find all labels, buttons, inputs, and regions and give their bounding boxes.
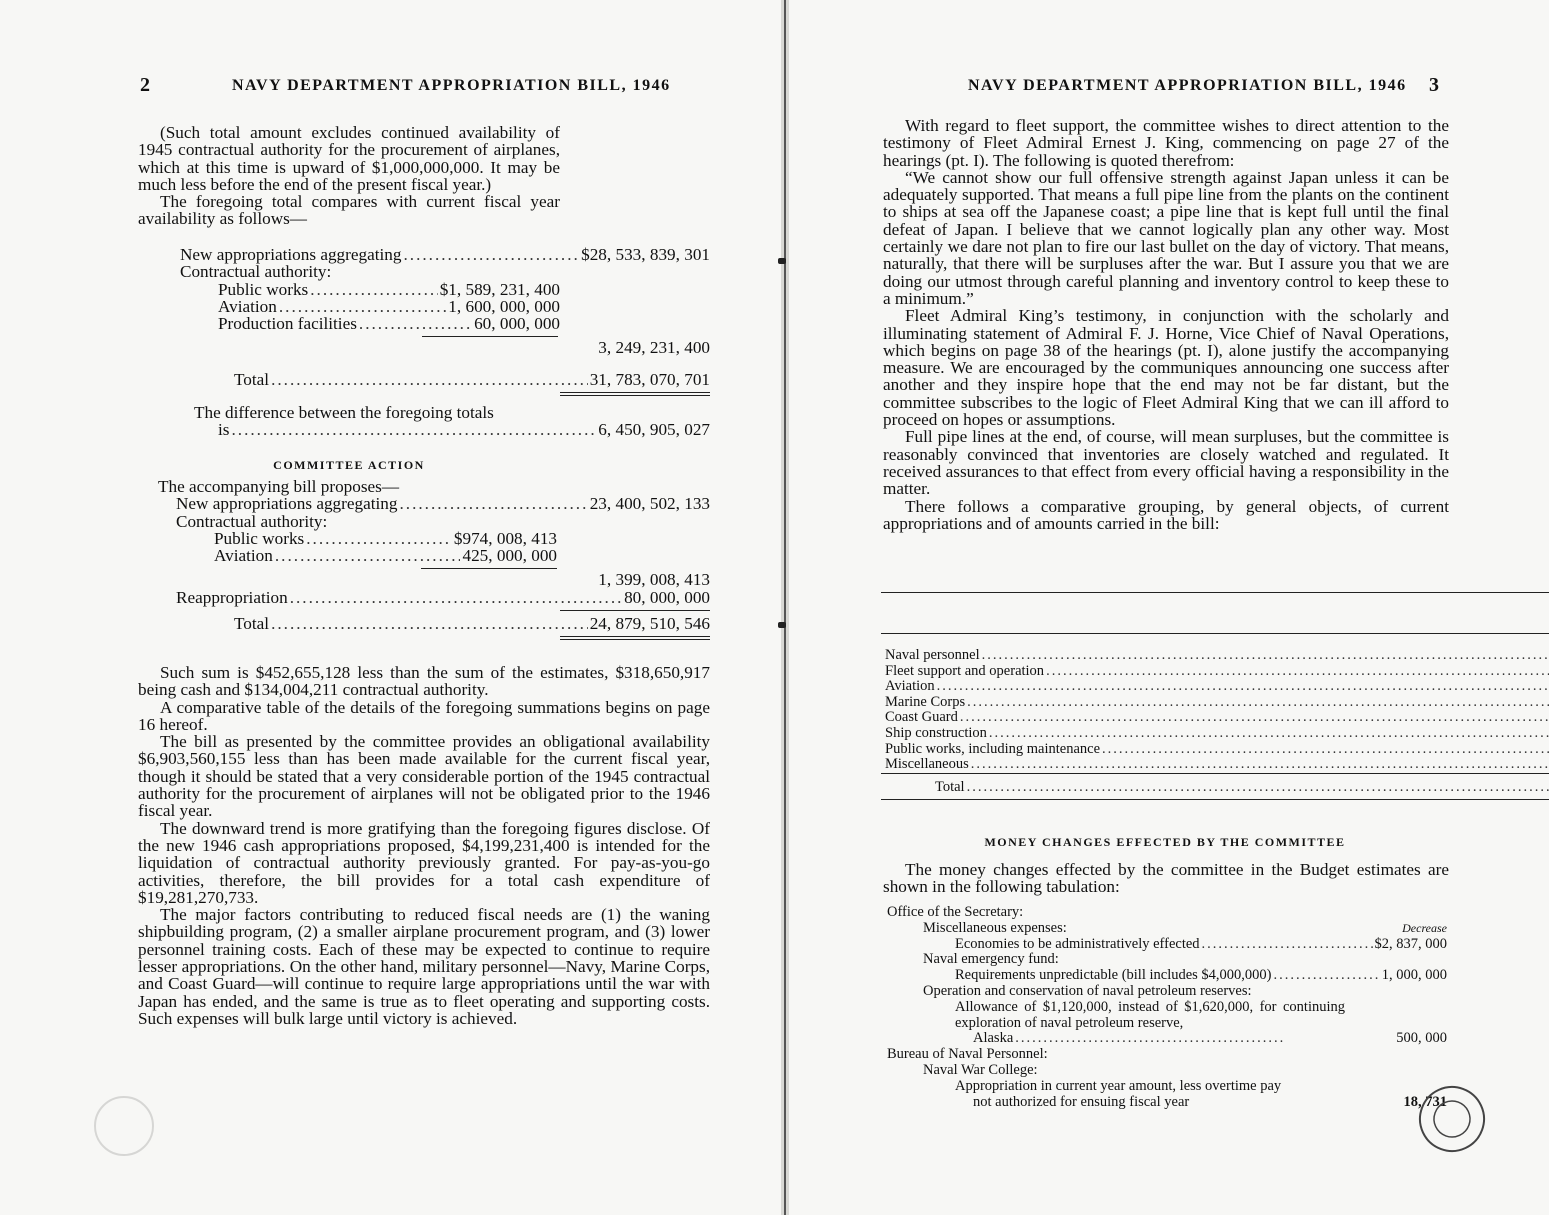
page-crease — [784, 0, 786, 1215]
bill-item-row: Public works ..... $974, 008, 413 — [138, 530, 557, 547]
current-contractual-sum: 3, 249, 231, 400 — [598, 338, 710, 358]
exclusion-paragraph: (Such total amount excludes continued availability of 1945 contractual authority for the procurement of airplanes, which at this time is upward of $1,000,000,000. It may be much less before the end of the present fiscal year.) — [138, 123, 560, 194]
table-row: Fleet support and operation ..... — [881, 664, 1549, 680]
subtotal-rule — [421, 568, 557, 569]
bureau-naval-personnel: Bureau of Naval Personnel: — [887, 1046, 1048, 1063]
proposes-label: The accompanying bill proposes— — [158, 476, 400, 496]
current-item-row: Production facilities ..... 60, 000, 000 — [138, 315, 560, 332]
right-page — [789, 0, 1549, 1215]
economies-row: Economies to be administratively effected ..... $2, 837, 000 — [887, 937, 1447, 953]
reappropriation-row: Reappropriation ..... 80, 000, 000 — [138, 589, 710, 606]
current-contractual-label: Contractual authority: — [180, 262, 332, 282]
compare-paragraph: The foregoing total compares with current fiscal year availability as follows— — [138, 192, 560, 229]
table-row: Aviation ..... — [881, 679, 1549, 695]
office-of-secretary: Office of the Secretary: — [887, 904, 1024, 920]
body-paragraph: Such sum is $452,655,128 less than the sum of the estimates, $318,650,917 being cash and $134,004,211 contractual authority. — [138, 663, 710, 700]
fleet-support-paragraph: With regard to fleet support, the committee wishes to direct attention to the testimony of Fleet Admiral Ernest J. King, commencing on page 27 of the hearings (pt. I). The following is quoted therefrom: — [883, 116, 1449, 170]
money-changes-heading: MONEY CHANGES EFFECTED BY THE COMMITTEE — [984, 835, 1346, 849]
left-column-top — [138, 124, 560, 228]
left-column-body — [138, 664, 710, 1027]
pipe-lines-paragraph: Full pipe lines at the end, of course, will mean surpluses, but the committee is reasonably convinced that inventories are closely watched and regulated. It received assurances to that effect from every official having a responsibility in the matter. — [883, 427, 1449, 499]
body-paragraph: The major factors contributing to reduced fiscal needs are (1) the waning shipbuilding program, (2) a smaller airplane procurement program, and (3) lower personnel training costs. Each of these may be expected to continue to require lesser appropriations. On the other hand, military personnel—Navy, Marine Corps, and Coast Guard—will continue to require large appropriations until the war with Japan has ended, and the same is true as to fleet operating and supporting costs. Such expenses will bulk large until victory is achieved. — [138, 905, 710, 1028]
table-row: Ship construction ..... — [881, 726, 1549, 742]
war-college-row: not authorized for ensuing fiscal year 18, 731 — [973, 1093, 1447, 1110]
body-paragraph: The downward trend is more gratifying than the foregoing figures disclose. Of the new 1946 cash appropriations proposed, $4,199,231,400 is intended for the liquidation of contractual authority previously granted. For pay-as-you-go activities, therefore, the bill provides for a total cash expenditure of $19,281,270,733. — [138, 818, 710, 907]
page-header: NAVY DEPARTMENT APPROPRIATION BILL, 1946 — [232, 77, 671, 94]
difference-label: The difference between the foregoing totals — [194, 403, 494, 423]
decrease-label: Decrease — [1402, 920, 1447, 935]
right-column-top — [883, 117, 1449, 532]
page-header: NAVY DEPARTMENT APPROPRIATION BILL, 1946 — [968, 77, 1407, 94]
current-new-approp-row: New appropriations aggregating ..... $28, 533, 839, 301 — [138, 246, 710, 263]
total-rule — [560, 392, 710, 393]
bill-contractual-label: Contractual authority: — [176, 511, 328, 531]
comparison-table — [881, 592, 1449, 800]
bill-new-approp-row: New appropriations aggregating ..... 23, 400, 502, 133 — [138, 495, 710, 512]
current-availability-block — [138, 246, 710, 640]
table-row: Coast Guard ..... — [881, 710, 1549, 726]
page-number: 3 — [1429, 74, 1439, 96]
bill-total-row: Total ..... 24, 879, 510, 546 — [138, 615, 710, 632]
table-row: Naval personnel ..... — [881, 648, 1549, 664]
subtotal-rule — [422, 336, 558, 337]
bill-item-row: Aviation ..... 425, 000, 000 — [138, 547, 557, 564]
table-row: Marine Corps ..... — [881, 695, 1549, 711]
page-number: 2 — [140, 74, 150, 96]
difference-row: is ..... 6, 450, 905, 027 — [138, 421, 710, 438]
body-paragraph: The bill as presented by the committee provides an obligational availability $6,903,560,155 less than has been made available for the current fiscal year, though it should be stated that a very considerable portion of the 1945 contractual authority for the procurement of airplanes will not be obligated prior to the 1946 fiscal year. — [138, 732, 710, 821]
current-item-row: Public works ..... $1, 589, 231, 400 — [138, 281, 560, 298]
body-paragraph: A comparative table of the details of the foregoing summations begins on page 16 hereof. — [138, 697, 710, 734]
money-changes-list: Office of the Secretary: Miscellaneous expenses: Decrease Economies to be administratively effected ..... $2, 837, 000 Naval emergency fund: Requirements unpredictable (bill includes $4,000,000) ..... 1, 000, 000 Operation and conservation of naval petroleum reserves: Allowance of $1,120,000, instead of $1,620,000, for continuing exploration of naval petroleum reserve, Alaska ..... 500, 000 Bureau of Naval Personnel: Naval War College: Appropriation in current year amount, less overtime pay not authorized for ensuing fiscal year 18, 731 — [887, 905, 1447, 1110]
grouping-paragraph: There follows a comparative grouping, by general objects, of current appropriations and of amounts carried in the bill: — [883, 496, 1449, 533]
current-total-row: Total ..... 31, 783, 070, 701 — [138, 371, 710, 388]
committee-action-heading: COMMITTEE ACTION — [273, 457, 425, 472]
bill-contractual-sum: 1, 399, 008, 413 — [598, 570, 710, 590]
table-row: Public works, including maintenance ..... — [881, 742, 1549, 758]
library-stamp-icon — [94, 1096, 154, 1156]
table-row: Miscellaneous ..... — [881, 757, 1549, 773]
horne-paragraph: Fleet Admiral King’s testimony, in conjunction with the scholarly and illuminating statement of Admiral F. J. Horne, Vice Chief of Naval Operations, which begins on page 38 of the hearings (pt. I), alone justify the accompanying measure. We are encouraged by the communiques announcing one success after another and they inspire hope that the end may not be far distant, but the committee subscribes to the logic of Fleet Admiral King that we can ill afford to proceed on hopes or assumptions. — [883, 306, 1449, 430]
king-quote: “We cannot show our full offensive strength against Japan unless it can be adequately supported. That means a full pipe line from the plants on the continent to ships at sea off the Japanese coast; a pipe line that is kept full until the final defeat of Japan. I believe that we cannot logically plan any other way. Most certainly we dare not plan to fire our last bullet on the day of victory. That means, naturally, that there will be surpluses after the war. But I assure you that we are doing our utmost through careful planning and inventory control to keep these to a minimum.” — [883, 167, 1449, 308]
current-item-row: Aviation ..... 1, 600, 000, 000 — [138, 298, 560, 315]
money-intro: The money changes effected by the committee in the Budget estimates are shown in the following tabulation: — [883, 860, 1449, 897]
table-total-row: Total ..... — [881, 773, 1549, 800]
alaska-row: Alaska ..... 500, 000 — [887, 1031, 1447, 1047]
requirements-row: Requirements unpredictable (bill includes $4,000,000) ..... 1, 000, 000 — [887, 968, 1447, 984]
